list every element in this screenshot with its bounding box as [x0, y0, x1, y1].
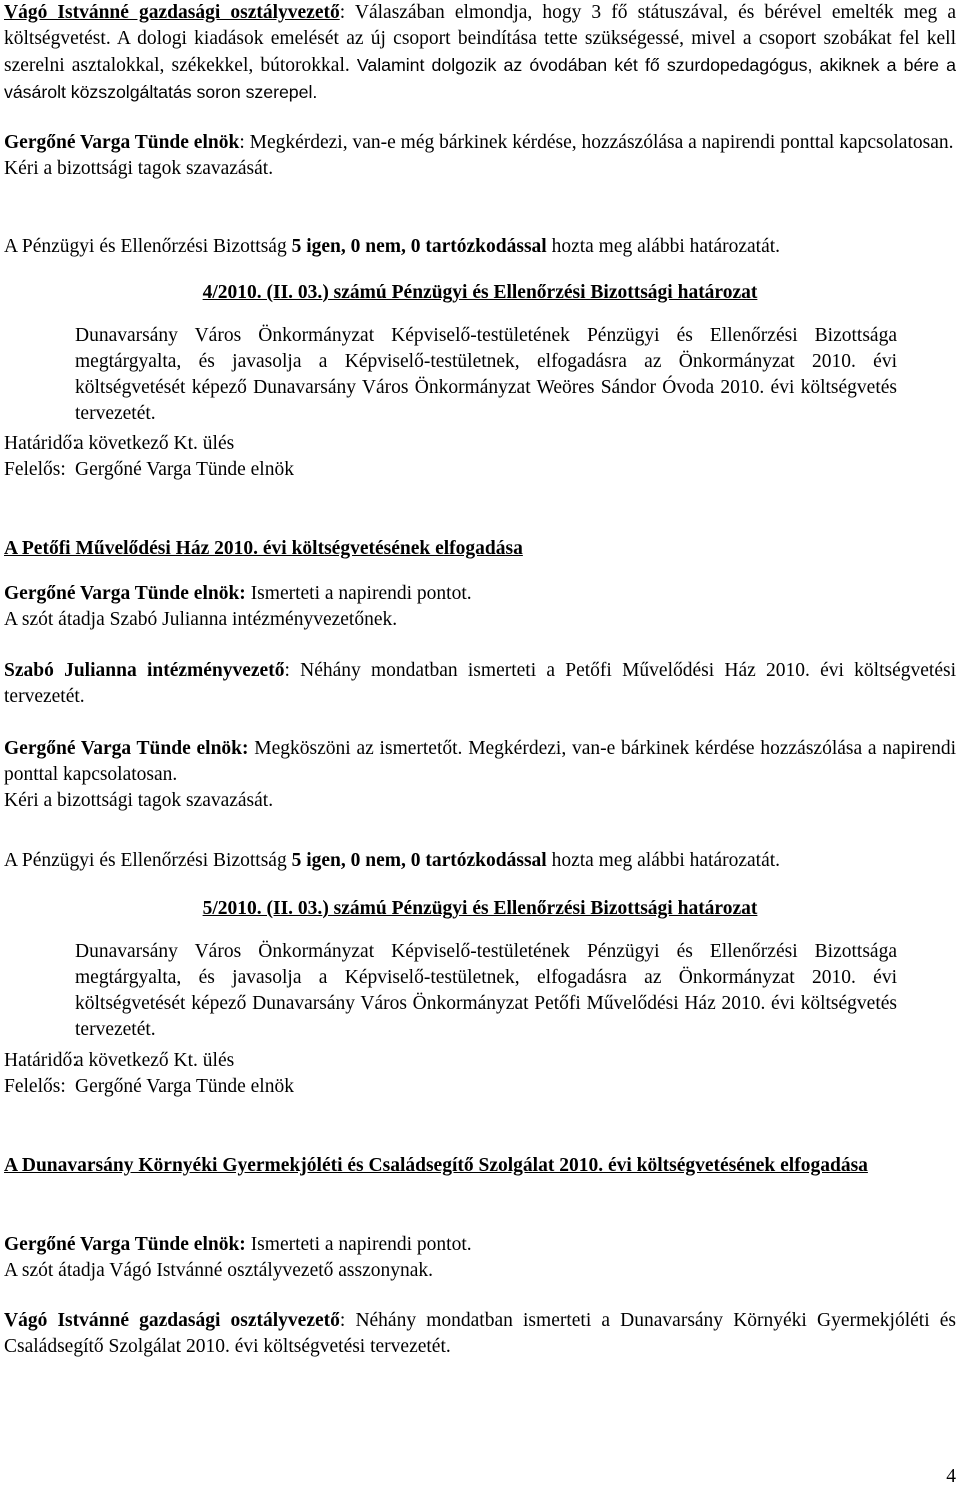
- paragraph-text: A szót átadja Vágó Istvánné osztályvezető asszonynak.: [4, 1260, 434, 1281]
- section-heading: A Dunavarsány Környéki Gyermekjóléti és Családsegítő Szolgálat 2010. évi költségvetésének elfogadása: [4, 1155, 868, 1176]
- vote-result-2: [4, 848, 956, 874]
- vote-count: 5 igen, 0 nem, 0 tartózkodással: [291, 850, 547, 871]
- resolution-title-1: [4, 280, 956, 306]
- deadline-label: Határidő:: [4, 433, 78, 454]
- vote-count: 5 igen, 0 nem, 0 tartózkodással: [291, 236, 547, 257]
- vote-text: hozta meg alábbi határozatát.: [546, 236, 781, 257]
- speaker-name: Vágó Istvánné gazdasági osztályvezető: [4, 2, 340, 23]
- paragraph-chair-question-2: [4, 736, 956, 814]
- section-heading-petofi: [4, 536, 956, 562]
- responsible-value: Gergőné Varga Tünde elnök: [75, 459, 294, 480]
- resolution-body-1: [75, 323, 897, 427]
- section-heading-gyermekjoleti: [4, 1153, 956, 1179]
- resolution-title-2: [4, 896, 956, 922]
- vote-text: A Pénzügyi és Ellenőrzési Bizottság: [4, 236, 292, 257]
- resolution-title: ) számú Pénzügyi és Ellenőrzési Bizottsági határozat: [322, 898, 758, 919]
- paragraph-chair-intro-3: [4, 1232, 956, 1284]
- responsible-label: Felelős:: [4, 459, 66, 480]
- page-number: 4: [946, 1466, 956, 1487]
- paragraph-text: : Megkérdezi, van-e még bárkinek kérdése, hozzászólása a napirendi ponttal kapcsolatosan.: [239, 132, 954, 153]
- paragraph-text: : Válaszában elmondja, hogy 3 fő státuszával, és bérével emelték meg a költségvetést. A dologi kiadások emelését az új csoport beindítása tette szükségessé, mivel a csoport szobákat fel kell szerelni asztalokkal, székekkel, bútorokkal.: [4, 2, 957, 76]
- deadline-label: Határidő:: [4, 1050, 78, 1071]
- deadline-row-1: [4, 431, 956, 457]
- speaker-name: Gergőné Varga Tünde elnök: [4, 132, 240, 153]
- vote-result-1: [4, 234, 956, 260]
- paragraph-szabo: [4, 658, 956, 710]
- responsible-value: Gergőné Varga Tünde elnök: [75, 1076, 294, 1097]
- paragraph-text: Megköszöni az ismertetőt. Megkérdezi, van-e bárkinek kérdése hozzászólása a napirendi ponttal kapcsolatosan.: [4, 738, 956, 785]
- resolution-text: Dunavarsány Város Önkormányzat Képviselő-testületének Pénzügyi és Ellenőrzési Bizottsága megtárgyalta, és javasolja a Képviselő-testületnek, elfogadásra az Önkormányzat 2010. évi költségvetését képező Dunavarsány Város Önkormányzat Petőfi Művelődési Ház 2010. évi költségvetés tervezetét.: [75, 941, 897, 1040]
- paragraph-text: Kéri a bizottsági tagok szavazását.: [4, 790, 274, 811]
- vote-text: A Pénzügyi és Ellenőrzési Bizottság: [4, 850, 292, 871]
- paragraph-vago-answer: [4, 0, 956, 106]
- speaker-name: Gergőné Varga Tünde elnök:: [4, 583, 246, 604]
- deadline-row-2: [4, 1048, 956, 1074]
- resolution-title: ) számú Pénzügyi és Ellenőrzési Bizottsági határozat: [322, 282, 758, 303]
- paragraph-text: Ismerteti a napirendi pontot.: [245, 1234, 472, 1255]
- paragraph-vago-presentation: [4, 1308, 956, 1360]
- paragraph-text: : Néhány mondatban ismerteti a Petőfi Művelődési Ház 2010. évi költségvetési tervezetét.: [4, 660, 956, 707]
- paragraph-text: A szót átadja Szabó Julianna intézményvezetőnek.: [4, 609, 398, 630]
- speaker-name: Gergőné Varga Tünde elnök:: [4, 1234, 246, 1255]
- paragraph-chair-intro-2: [4, 581, 956, 633]
- speaker-name: Gergőné Varga Tünde elnök:: [4, 738, 249, 759]
- responsible-row-2: [4, 1074, 956, 1100]
- resolution-number: 4/2010. (II. 03.: [202, 282, 323, 303]
- deadline-value: a következő Kt. ülés: [75, 1050, 235, 1071]
- deadline-value: a következő Kt. ülés: [75, 433, 235, 454]
- resolution-text: Dunavarsány Város Önkormányzat Képviselő-testületének Pénzügyi és Ellenőrzési Bizottsága megtárgyalta, és javasolja a Képviselő-testületnek, elfogadásra az Önkormányzat 2010. évi költségvetését képező Dunavarsány Város Önkormányzat Weöres Sándor Óvoda 2010. évi költségvetés tervezetét.: [75, 325, 897, 424]
- paragraph-text-sans: Valamint dolgozik az óvodában két fő szurdopedagógus, akiknek a bére a vásárolt közszolgáltatás soron szerepel.: [4, 55, 956, 102]
- paragraph-text: Ismerteti a napirendi pontot.: [245, 583, 472, 604]
- paragraph-chair-question: [4, 130, 956, 182]
- resolution-body-2: [75, 939, 897, 1043]
- paragraph-text: : Néhány mondatban ismerteti a Dunavarsány Környéki Gyermekjóléti és Családsegítő Szolgálat 2010. évi költségvetési tervezetét.: [4, 1310, 956, 1357]
- responsible-label: Felelős:: [4, 1076, 66, 1097]
- vote-text: hozta meg alábbi határozatát.: [546, 850, 781, 871]
- speaker-name: Szabó Julianna intézményvezető: [4, 660, 285, 681]
- paragraph-text: Kéri a bizottsági tagok szavazását.: [4, 158, 274, 179]
- responsible-row-1: [4, 457, 956, 483]
- section-heading: A Petőfi Művelődési Ház 2010. évi költségvetésének elfogadása: [4, 538, 523, 559]
- resolution-number: 5/2010. (II. 03.: [202, 898, 323, 919]
- speaker-name: Vágó Istvánné gazdasági osztályvezető: [4, 1310, 340, 1331]
